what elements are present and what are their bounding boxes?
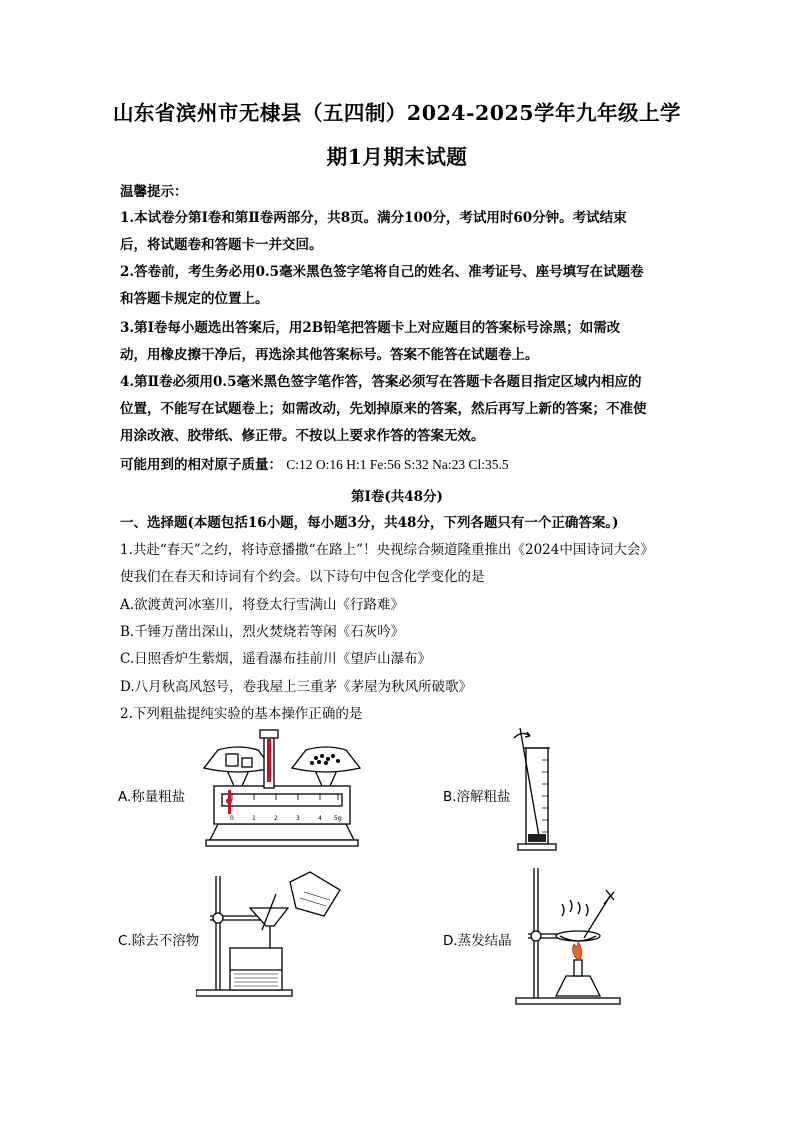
scale-number-5g: 5g (334, 815, 342, 822)
scale-number-2: 2 (274, 815, 278, 822)
scale-number-3: 3 (296, 815, 300, 822)
notice-line-2: 后，将试题卷和答题卡一并交回。 (120, 237, 323, 253)
document-title-line1: 山东省滨州市无棣县（五四制）2024-2025学年九年级上学 (112, 101, 682, 125)
notice-line-5: 3.第Ⅰ卷每小题选出答案后，用2B铅笔把答题卡上对应题目的答案标号涂黑；如需改 (120, 320, 621, 336)
scale-number-4: 4 (318, 815, 322, 822)
notice-line-1: 1.本试卷分第Ⅰ卷和第Ⅱ卷两部分，共8页。满分100分，考试用时60分钟。考试结束 (120, 210, 627, 226)
q1-option-b: B.千锤万凿出深山，烈火焚烧若等闲《石灰吟》 (120, 624, 405, 640)
evaporation-figure (514, 864, 624, 1006)
q1-stem-line1: 1.共赴“春天”之约，将诗意播撒“在路上”！央视综合频道隆重推出《2024中国诗词大会》 (120, 542, 654, 558)
scale-number-1: 1 (252, 815, 256, 822)
atomic-mass-row (120, 453, 509, 473)
section1-heading: 第Ⅰ卷(共48分) (351, 489, 443, 505)
scale-number-0: 0 (230, 815, 234, 822)
atomic-mass-values: C:12 O:16 H:1 Fe:56 S:32 Na:23 Cl:35.5 (286, 457, 509, 472)
section1-instruction: 一、选择题(本题包括16小题，每小题3分，共48分，下列各题只有一个正确答案。) (120, 515, 619, 531)
filtration-figure (196, 868, 346, 1000)
q1-option-a: A.欲渡黄河冰塞川，将登太行雪满山《行路难》 (120, 597, 405, 613)
atomic-mass-label: 可能用到的相对原子质量： (120, 457, 282, 473)
q2-option-c-label: C.除去不溶物 (118, 933, 200, 949)
q2-option-b-label: B.溶解粗盐 (443, 789, 511, 805)
graduated-cylinder-figure (508, 726, 568, 856)
balance-scale-figure (192, 728, 372, 853)
q2-stem: 2.下列粗盐提纯实验的基本操作正确的是 (120, 706, 363, 722)
q2-option-a-label: A.称量粗盐 (118, 789, 186, 805)
notice-line-9: 用涂改液、胶带纸、修正带。不按以上要求作答的答案无效。 (120, 428, 485, 444)
q2-option-d-label: D.蒸发结晶 (443, 933, 512, 949)
q1-option-c: C.日照香炉生紫烟，遥看瀑布挂前川《望庐山瀑布》 (120, 651, 432, 667)
notice-line-8: 位置，不能写在试题卷上；如需改动，先划掉原来的答案，然后再写上新的答案；不准使 (120, 401, 647, 417)
notice-line-4: 和答题卡规定的位置上。 (120, 291, 269, 307)
notice-line-3: 2.答卷前，考生务必用0.5毫米黑色签字笔将自己的姓名、准考证号、座号填写在试题卷 (120, 264, 644, 280)
notice-line-6: 动，用橡皮擦干净后，再选涂其他答案标号。答案不能答在试题卷上。 (120, 347, 539, 363)
q1-stem-line2: 使我们在春天和诗词有个约会。以下诗句中包含化学变化的是 (120, 569, 485, 585)
notice-heading: 温馨提示： (120, 184, 188, 200)
document-title-line2: 期1月期末试题 (326, 145, 468, 169)
q1-option-d: D.八月秋高风怒号，卷我屋上三重茅《茅屋为秋风所破歌》 (120, 679, 473, 695)
notice-line-7: 4.第Ⅱ卷必须用0.5毫米黑色签字笔作答，答案必须写在答题卡各题目指定区域内相应的 (120, 374, 642, 390)
